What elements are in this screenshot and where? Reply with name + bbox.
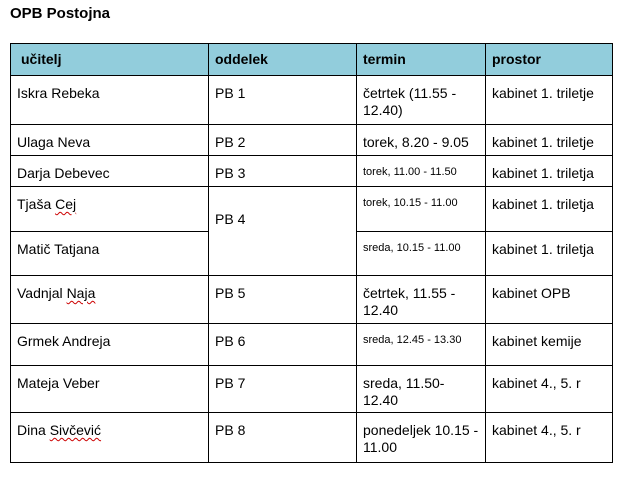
time-label: ponedeljek 10.15 - 11.00	[363, 422, 479, 455]
time-label: torek, 8.20 - 9.05	[363, 134, 469, 150]
table-row	[11, 156, 613, 187]
teacher-cell	[11, 413, 209, 463]
room-label: kabinet 1. triletja	[492, 196, 594, 212]
teacher-cell	[11, 156, 209, 187]
header-group: oddelek	[209, 44, 357, 76]
room-cell	[486, 276, 613, 324]
teacher-last: Rebeka	[51, 85, 100, 101]
time-label: sreda, 12.45 - 13.30	[363, 334, 462, 346]
room-label: kabinet OPB	[492, 285, 571, 301]
group-label: PB 4	[215, 211, 246, 227]
room-cell	[486, 413, 613, 463]
group-label: PB 8	[215, 422, 246, 438]
table-row	[11, 76, 613, 125]
schedule-table	[10, 43, 613, 463]
room-cell	[486, 187, 613, 232]
group-cell	[209, 324, 357, 366]
teacher-last: Cej	[55, 196, 77, 212]
time-cell	[357, 324, 486, 366]
room-label: kabinet 1. triletje	[492, 85, 594, 101]
room-label: kabinet 1. triletja	[492, 165, 594, 181]
teacher-first: Dina	[17, 422, 46, 438]
teacher-first: Grmek	[17, 333, 59, 349]
room-label: kabinet 1. triletje	[492, 134, 594, 150]
teacher-last: Naja	[66, 285, 96, 301]
group-label: PB 2	[215, 134, 246, 150]
teacher-last: Veber	[62, 375, 100, 391]
group-cell	[209, 125, 357, 156]
time-cell	[357, 76, 486, 125]
room-cell	[486, 232, 613, 276]
header-teacher: učitelj	[11, 44, 209, 76]
time-cell	[357, 187, 486, 232]
teacher-cell	[11, 276, 209, 324]
teacher-last: Andreja	[62, 333, 111, 349]
room-cell	[486, 125, 613, 156]
time-label: sreda, 11.50-12.40	[363, 375, 445, 408]
group-label: PB 1	[215, 85, 246, 101]
teacher-first: Darja	[17, 165, 51, 181]
table-row	[11, 276, 613, 324]
group-cell	[209, 276, 357, 324]
teacher-last: Sivčević	[49, 422, 102, 438]
group-cell	[209, 76, 357, 125]
time-cell	[357, 413, 486, 463]
header-time: termin	[357, 44, 486, 76]
group-label: PB 3	[215, 165, 246, 181]
table-row	[11, 366, 613, 413]
room-cell	[486, 366, 613, 413]
table-row	[11, 324, 613, 366]
teacher-last: Debevec	[54, 165, 110, 181]
room-label: kabinet kemije	[492, 333, 582, 349]
table-header-row	[11, 44, 613, 76]
room-cell	[486, 324, 613, 366]
teacher-cell	[11, 232, 209, 276]
room-cell	[486, 156, 613, 187]
time-cell	[357, 276, 486, 324]
group-cell	[209, 156, 357, 187]
time-cell	[357, 156, 486, 187]
teacher-first: Ulaga	[17, 134, 54, 150]
teacher-last: Neva	[57, 134, 91, 150]
group-cell	[209, 187, 357, 276]
time-label: torek, 10.15 - 11.00	[363, 197, 458, 209]
table-row	[11, 125, 613, 156]
room-label: kabinet 4., 5. r	[492, 422, 581, 438]
table-row	[11, 187, 613, 232]
teacher-cell	[11, 76, 209, 125]
group-cell	[209, 366, 357, 413]
room-label: kabinet 4., 5. r	[492, 375, 581, 391]
table-row	[11, 413, 613, 463]
teacher-first: Tjaša	[17, 196, 52, 212]
teacher-first: Matič	[17, 241, 51, 257]
room-cell	[486, 76, 613, 125]
teacher-first: Iskra	[17, 85, 48, 101]
teacher-first: Mateja	[17, 375, 60, 391]
time-cell	[357, 125, 486, 156]
time-cell	[357, 232, 486, 276]
group-label: PB 5	[215, 285, 246, 301]
time-cell	[357, 366, 486, 413]
group-cell	[209, 413, 357, 463]
time-label: sreda, 10.15 - 11.00	[363, 242, 461, 254]
page-title: OPB Postojna	[10, 5, 111, 22]
teacher-cell	[11, 187, 209, 232]
teacher-first: Vadnjal	[17, 285, 63, 301]
time-label: torek, 11.00 - 11.50	[363, 166, 457, 178]
time-label: četrtek, 11.55 - 12.40	[363, 285, 456, 318]
teacher-last: Tatjana	[54, 241, 100, 257]
group-label: PB 6	[215, 333, 246, 349]
time-label: četrtek (11.55 - 12.40)	[363, 85, 457, 118]
header-room: prostor	[486, 44, 613, 76]
room-label: kabinet 1. triletja	[492, 241, 594, 257]
teacher-cell	[11, 366, 209, 413]
teacher-cell	[11, 324, 209, 366]
teacher-cell	[11, 125, 209, 156]
group-label: PB 7	[215, 375, 246, 391]
